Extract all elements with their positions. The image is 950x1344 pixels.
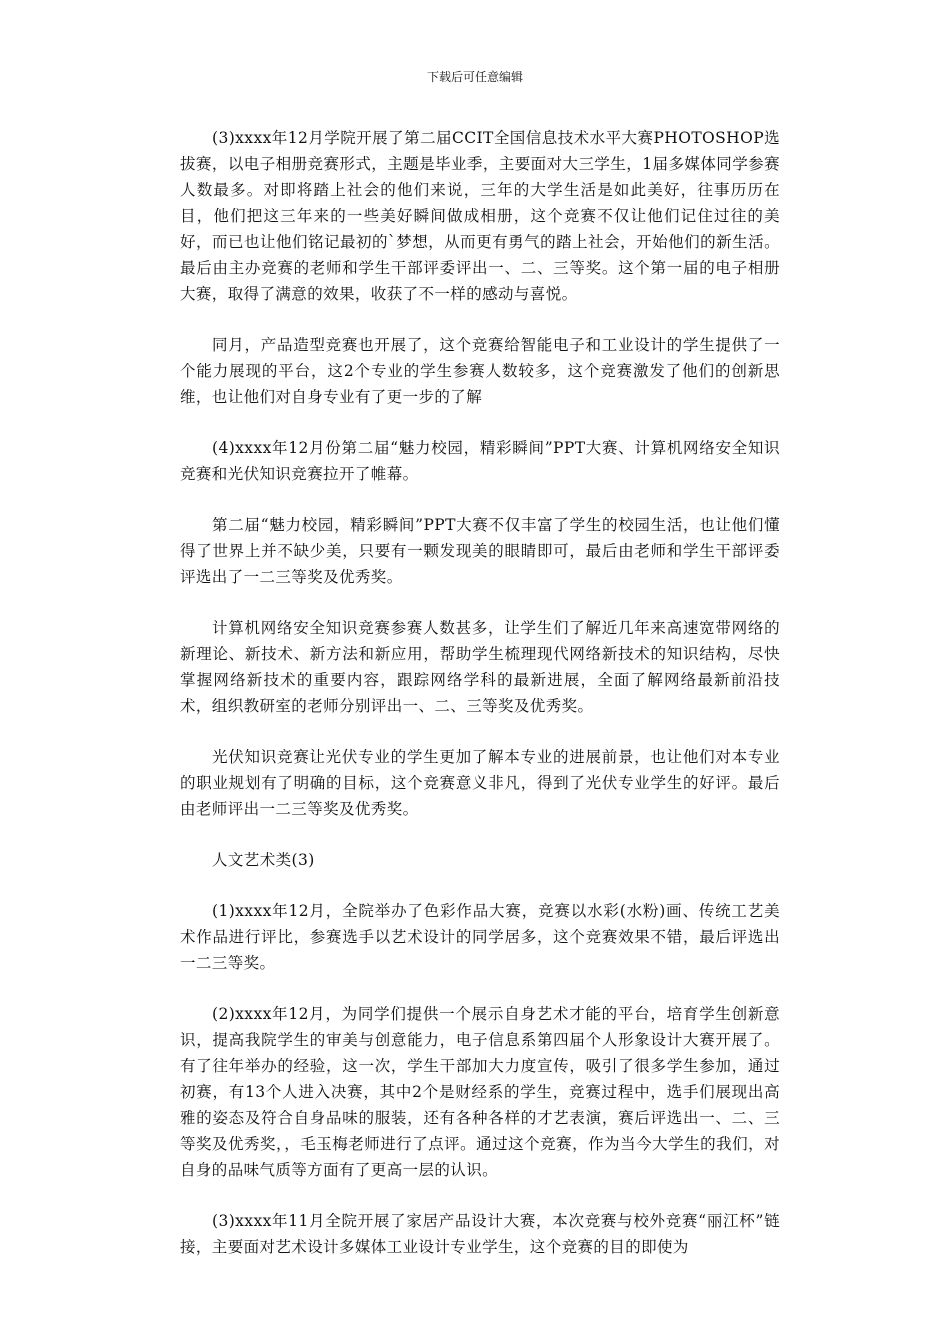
paragraph-home-product-design-contest: (3)xxxx年11月全院开展了家居产品设计大赛，本次竞赛与校外竞赛“丽江杯”链接，主要面对艺术设计多媒体工业设计专业学生，这个竞赛的目的即使为 xyxy=(180,1212,780,1256)
document-body xyxy=(180,125,780,1285)
paragraph-ppt-contest-intro: (4)xxxx年12月份第二届“魅力校园，精彩瞬间”PPT大赛、计算机网络安全知识竞赛和光伏知识竞赛拉开了帷幕。 xyxy=(180,439,780,483)
paragraph-photovoltaic-contest: 光伏知识竞赛让光伏专业的学生更加了解本专业的进展前景，也让他们对本专业的职业规划有了明确的目标，这个竞赛意义非凡，得到了光伏专业学生的好评。最后由老师评出一二三等奖及优秀奖。 xyxy=(180,748,780,818)
page-header: 下载后可任意编辑 xyxy=(426,70,523,84)
paragraph-network-security-contest: 计算机网络安全知识竞赛参赛人数甚多，让学生们了解近几年来高速宽带网络的新理论、新技术、新方法和新应用，帮助学生梳理现代网络新技术的知识结构，尽快掌握网络新技术的重要内容，跟踪网络学科的最新进展，全面了解网络最新前沿技术，组织教研室的老师分别评出一、二、三等奖及优秀奖。 xyxy=(180,619,780,715)
paragraph-color-works-contest: (1)xxxx年12月，全院举办了色彩作品大赛，竞赛以水彩(水粉)画、传统工艺美术作品进行评比，参赛选手以艺术设计的同学居多，这个竞赛效果不错，最后评选出一二三等奖。 xyxy=(180,902,780,972)
paragraph-ppt-contest: 第二届“魅力校园，精彩瞬间”PPT大赛不仅丰富了学生的校园生活，也让他们懂得了世界上并不缺少美，只要有一颗发现美的眼睛即可，最后由老师和学生干部评委评选出了一二三等奖及优秀奖。 xyxy=(180,516,780,586)
section-heading-humanities-arts: 人文艺术类(3) xyxy=(212,851,315,869)
paragraph-product-design-contest: 同月，产品造型竞赛也开展了，这个竞赛给智能电子和工业设计的学生提供了一个能力展现的平台，这2个专业的学生参赛人数较多，这个竞赛激发了他们的创新思维，也让他们对自身专业有了更一步的了解 xyxy=(180,336,780,406)
paragraph-photoshop-contest: (3)xxxx年12月学院开展了第二届CCIT全国信息技术水平大赛PHOTOSHOP选拔赛，以电子相册竞赛形式，主题是毕业季，主要面对大三学生，1届多媒体同学参赛人数最多。对即将踏上社会的他们来说，三年的大学生活是如此美好，往事历历在目，他们把这三年来的一些美好瞬间做成相册，这个竞赛不仅让他们记住过往的美好，而已也让他们铭记最初的`梦想，从而更有勇气的踏上社会，开始他们的新生活。最后由主办竞赛的老师和学生干部评委评出一、二、三等奖。这个第一届的电子相册大赛，取得了满意的效果，收获了不一样的感动与喜悦。 xyxy=(180,129,780,303)
paragraph-image-design-contest: (2)xxxx年12月，为同学们提供一个展示自身艺术才能的平台，培育学生创新意识，提高我院学生的审美与创意能力，电子信息系第四届个人形象设计大赛开展了。有了往年举办的经验，这一次，学生干部加大力度宣传，吸引了很多学生参加，通过初赛，有13个人进入决赛，其中2个是财经系的学生，竞赛过程中，选手们展现出高雅的姿态及符合自身品味的服装，还有各种各样的才艺表演，赛后评选出一、二、三等奖及优秀奖，，毛玉梅老师进行了点评。通过这个竞赛，作为当今大学生的我们，对自身的品味气质等方面有了更高一层的认识。 xyxy=(180,1005,780,1179)
